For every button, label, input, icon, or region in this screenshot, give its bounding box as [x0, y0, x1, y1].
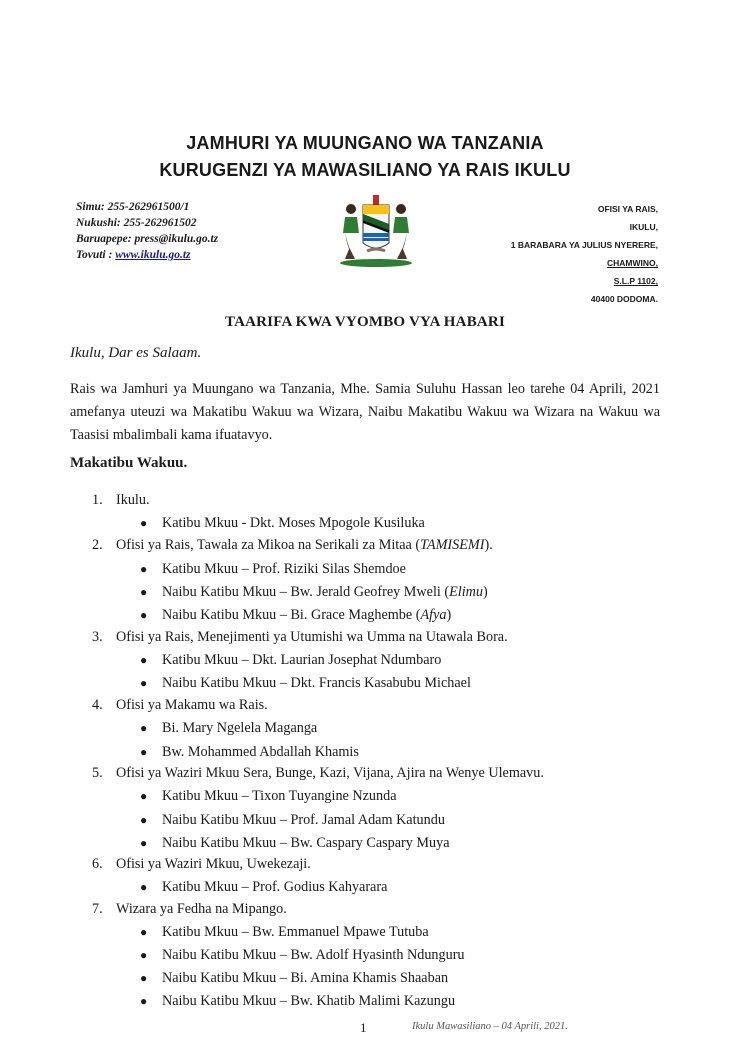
- item-text: Ofisi ya Waziri Mkuu Sera, Bunge, Kazi, Vijana, Ajira na Wenye Ulemavu.: [116, 765, 544, 781]
- item-text: Wizara ya Fedha na Mipango.: [116, 901, 287, 917]
- section-title: Makatibu Wakuu.: [70, 455, 188, 471]
- bullet-text: Naibu Katibu Mkuu – Bw. Jerald Geofrey Mweli (: [162, 584, 450, 600]
- bullet-icon: ●: [140, 994, 148, 1008]
- contact-block-left: [76, 199, 218, 263]
- bullet-item: [140, 607, 451, 624]
- bullet-text: Naibu Katibu Mkuu – Bw. Adolf Hyasinth Ndunguru: [162, 947, 465, 963]
- bullet-item: [140, 720, 317, 737]
- bullet-text: Naibu Katibu Mkuu – Bi. Grace Maghembe (: [162, 607, 421, 623]
- bullet-text: Katibu Mkuu – Bw. Emmanuel Mpawe Tutuba: [162, 924, 429, 940]
- bullet-icon: ●: [140, 836, 148, 850]
- bullet-text: Naibu Katibu Mkuu – Bw. Khatib Malimi Kazungu: [162, 993, 456, 1009]
- item-number: 7.: [92, 901, 103, 917]
- list-item: [92, 856, 311, 873]
- bullet-item: [140, 812, 445, 829]
- list-item: [92, 697, 268, 714]
- website-label: Tovuti :: [76, 249, 116, 261]
- bullet-text: Naibu Katibu Mkuu – Bi. Amina Khamis Shaaban: [162, 970, 449, 986]
- list-item: [92, 492, 150, 509]
- list-item: [92, 537, 493, 554]
- bullet-icon: ●: [140, 789, 148, 803]
- bullet-text: Katibu Mkuu – Prof. Godius Kahyarara: [162, 879, 388, 895]
- bullet-text: Naibu Katibu Mkuu – Bw. Caspary Caspary Muya: [162, 835, 450, 851]
- item-text: Ikulu.: [116, 492, 150, 508]
- list-item: [92, 629, 508, 646]
- bullet-item: [140, 924, 429, 941]
- bullet-icon: ●: [140, 925, 148, 939]
- title-line-1: JAMHURI YA MUUNGANO WA TANZANIA: [186, 133, 544, 153]
- item-text-end: ).: [484, 537, 493, 553]
- address-line-4: CHAMWINO,: [607, 258, 658, 268]
- bullet-icon: ●: [140, 813, 148, 827]
- item-number: 4.: [92, 697, 103, 713]
- bullet-icon: ●: [140, 971, 148, 985]
- item-text-emphasis: TAMISEMI: [420, 537, 485, 553]
- title-line-2: KURUGENZI YA MAWASILIANO YA RAIS IKULU: [159, 160, 571, 180]
- bullet-text-emphasis: Afya: [420, 607, 447, 623]
- bullet-text-emphasis: Elimu: [449, 584, 483, 600]
- bullet-text: Katibu Mkuu - Dkt. Moses Mpogole Kusiluka: [162, 515, 425, 531]
- bullet-icon: ●: [140, 745, 148, 759]
- item-number: 5.: [92, 765, 103, 781]
- bullet-text: Naibu Katibu Mkuu – Dkt. Francis Kasabubu Michael: [162, 675, 471, 691]
- bullet-item: [140, 970, 448, 987]
- address-line-1: OFISI YA RAIS,: [597, 204, 658, 214]
- bullet-text: Bi. Mary Ngelela Maganga: [162, 720, 318, 736]
- footer-note: Ikulu Mawasiliano – 04 Aprili, 2021.: [412, 1021, 568, 1032]
- item-number: 6.: [92, 856, 103, 872]
- address-line-3: 1 BARABARA YA JULIUS NYERERE,: [510, 240, 658, 250]
- item-number: 3.: [92, 629, 103, 645]
- item-number: 2.: [92, 537, 103, 553]
- bullet-text: Katibu Mkuu – Tixon Tuyangine Nzunda: [162, 788, 397, 804]
- bullet-icon: ●: [140, 562, 148, 576]
- bullet-item: [140, 652, 441, 669]
- bullet-text-end: ): [483, 584, 488, 600]
- bullet-text: Katibu Mkuu – Dkt. Laurian Josephat Ndumbaro: [162, 652, 442, 668]
- bullet-icon: ●: [140, 880, 148, 894]
- website-link[interactable]: www.ikulu.go.tz: [115, 249, 191, 261]
- item-text: Ofisi ya Rais, Tawala za Mikoa na Serikali za Mitaa (: [116, 537, 421, 553]
- address-line-6: 40400 DODOMA.: [590, 294, 658, 304]
- bullet-item: [140, 675, 471, 692]
- bullet-item: [140, 515, 425, 532]
- phone-text: Simu: 255-262961500/1: [76, 201, 190, 213]
- item-number: 1.: [92, 492, 103, 508]
- bullet-item: [140, 835, 450, 852]
- contact-block-right: [511, 200, 658, 308]
- bullet-item: [140, 879, 387, 896]
- bullet-icon: ●: [140, 585, 148, 599]
- website-line: [76, 247, 218, 263]
- bullet-item: [140, 584, 488, 601]
- bullet-text: Katibu Mkuu – Prof. Riziki Silas Shemdoe: [162, 561, 406, 577]
- bullet-icon: ●: [140, 608, 148, 622]
- list-item: [92, 901, 287, 918]
- address-line-5: S.L.P 1102,: [613, 276, 658, 286]
- item-text: Ofisi ya Makamu wa Rais.: [116, 697, 268, 713]
- bullet-text: Naibu Katibu Mkuu – Prof. Jamal Adam Katundu: [162, 812, 445, 828]
- bullet-icon: ●: [140, 516, 148, 530]
- dateline-place: Ikulu, Dar es Salaam.: [70, 345, 202, 361]
- address-line-2: IKULU,: [629, 222, 658, 232]
- list-item: [92, 765, 544, 782]
- item-text: Ofisi ya Waziri Mkuu, Uwekezaji.: [116, 856, 311, 872]
- bullet-text-end: ): [446, 607, 452, 623]
- item-text: Ofisi ya Rais, Menejimenti ya Utumishi wa Umma na Utawala Bora.: [116, 629, 508, 645]
- bullet-item: [140, 993, 455, 1010]
- tanzania-coat-of-arms-icon: [335, 193, 417, 267]
- intro-paragraph: Rais wa Jamhuri ya Muungano wa Tanzania, Mhe. Samia Suluhu Hassan leo tarehe 04 Aprili, 2021 amefanya uteuzi wa Makatibu Wakuu wa Wizara, Naibu Makatibu Wakuu wa Wizara na Wakuu wa Taasisi mbalimbali kama ifuatavyo.: [70, 381, 660, 443]
- fax-text: Nukushi: 255-262961502: [76, 217, 197, 229]
- bullet-icon: ●: [140, 676, 148, 690]
- bullet-item: [140, 788, 397, 805]
- bullet-item: [140, 744, 359, 761]
- bullet-icon: ●: [140, 653, 148, 667]
- bullet-text: Bw. Mohammed Abdallah Khamis: [162, 744, 359, 760]
- bullet-item: [140, 561, 406, 578]
- bullet-icon: ●: [140, 948, 148, 962]
- press-release-heading: TAARIFA KWA VYOMBO VYA HABARI: [224, 314, 505, 330]
- bullet-item: [140, 947, 465, 964]
- page-number: 1: [360, 1020, 367, 1035]
- email-text: Baruapepe: press@ikulu.go.tz: [76, 233, 219, 245]
- bullet-icon: ●: [140, 721, 148, 735]
